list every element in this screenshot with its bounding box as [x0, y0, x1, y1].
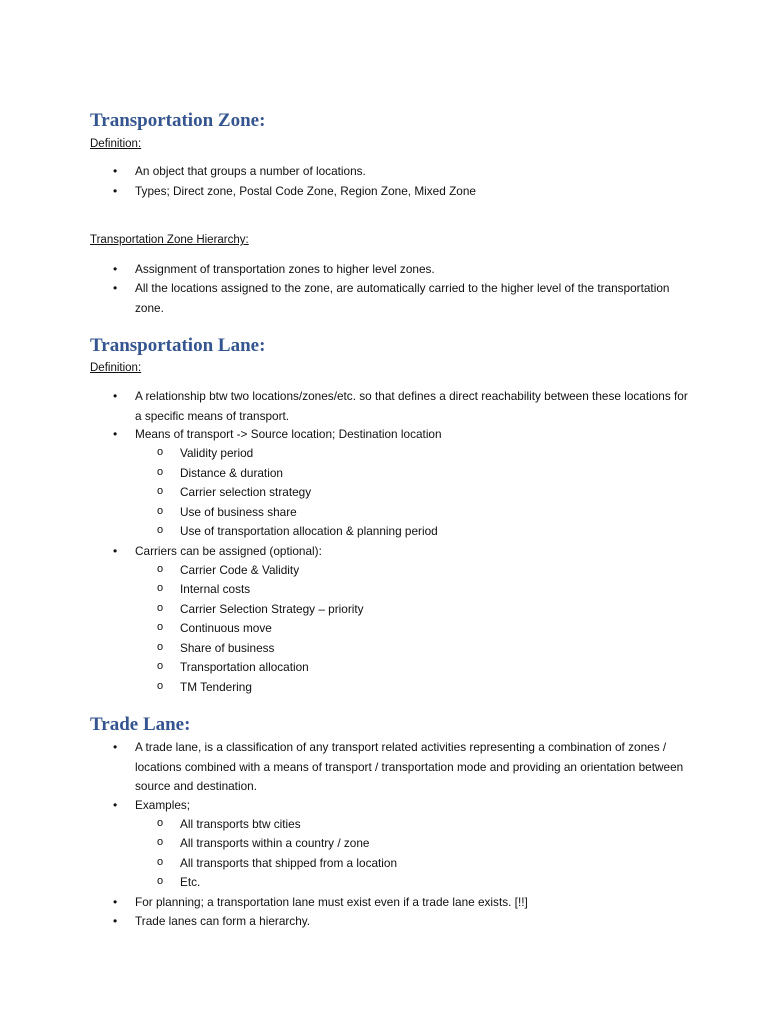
lane-means-sub-3: o Carrier selection strategy [180, 483, 311, 503]
lane-means-sub-2: o Distance & duration [180, 464, 283, 484]
lane-bullet-2: • Means of transport -> Source location; Destination location [135, 425, 690, 445]
trade-examples-sub-2: o All transports within a country / zone [180, 834, 370, 854]
trade-bullet-1: • A trade lane, is a classification of any transport related activities representing a combination of zones / locations combined with a means of transport / transportation mode and providing an orientation between source and destination. [135, 738, 690, 797]
lane-carriers-sub-2: o Internal costs [180, 580, 250, 600]
trade-examples-sub-1: o All transports btw cities [180, 815, 301, 835]
trade-examples-sub-4: o Etc. [180, 873, 200, 893]
definition-label-zone: Definition: [90, 138, 142, 150]
zone-bullet-2: • Types; Direct zone, Postal Code Zone, Region Zone, Mixed Zone [135, 182, 690, 202]
trade-examples-sub-3: o All transports that shipped from a location [180, 854, 397, 874]
heading-trade-lane: Trade Lane: [90, 714, 191, 735]
heading-transportation-lane: Transportation Lane: [90, 335, 266, 356]
lane-carriers-sub-4: o Continuous move [180, 619, 272, 639]
lane-bullet-3: • Carriers can be assigned (optional): [135, 542, 690, 562]
lane-bullet-1: • A relationship btw two locations/zones/etc. so that defines a direct reachability between these locations for a specific means of transport. [135, 387, 690, 426]
zone-hierarchy-label: Transportation Zone Hierarchy: [90, 234, 249, 246]
zone-hierarchy-bullet-2: • All the locations assigned to the zone, are automatically carried to the higher level of the transportation zone. [135, 279, 690, 318]
lane-carriers-sub-5: o Share of business [180, 639, 274, 659]
definition-label-lane: Definition: [90, 362, 142, 374]
lane-means-sub-5: o Use of transportation allocation & planning period [180, 522, 438, 542]
lane-means-sub-4: o Use of business share [180, 503, 297, 523]
trade-bullet-4: • Trade lanes can form a hierarchy. [135, 912, 690, 932]
lane-carriers-sub-1: o Carrier Code & Validity [180, 561, 299, 581]
lane-means-sub-1: o Validity period [180, 444, 253, 464]
trade-bullet-3: • For planning; a transportation lane must exist even if a trade lane exists. [!!] [135, 893, 690, 913]
zone-bullet-1: • An object that groups a number of locations. [135, 162, 690, 182]
heading-transportation-zone: Transportation Zone: [90, 110, 266, 131]
lane-carriers-sub-3: o Carrier Selection Strategy – priority [180, 600, 364, 620]
lane-carriers-sub-7: o TM Tendering [180, 678, 252, 698]
zone-hierarchy-bullet-1: • Assignment of transportation zones to higher level zones. [135, 260, 690, 280]
lane-carriers-sub-6: o Transportation allocation [180, 658, 309, 678]
trade-bullet-2: • Examples; [135, 796, 690, 816]
